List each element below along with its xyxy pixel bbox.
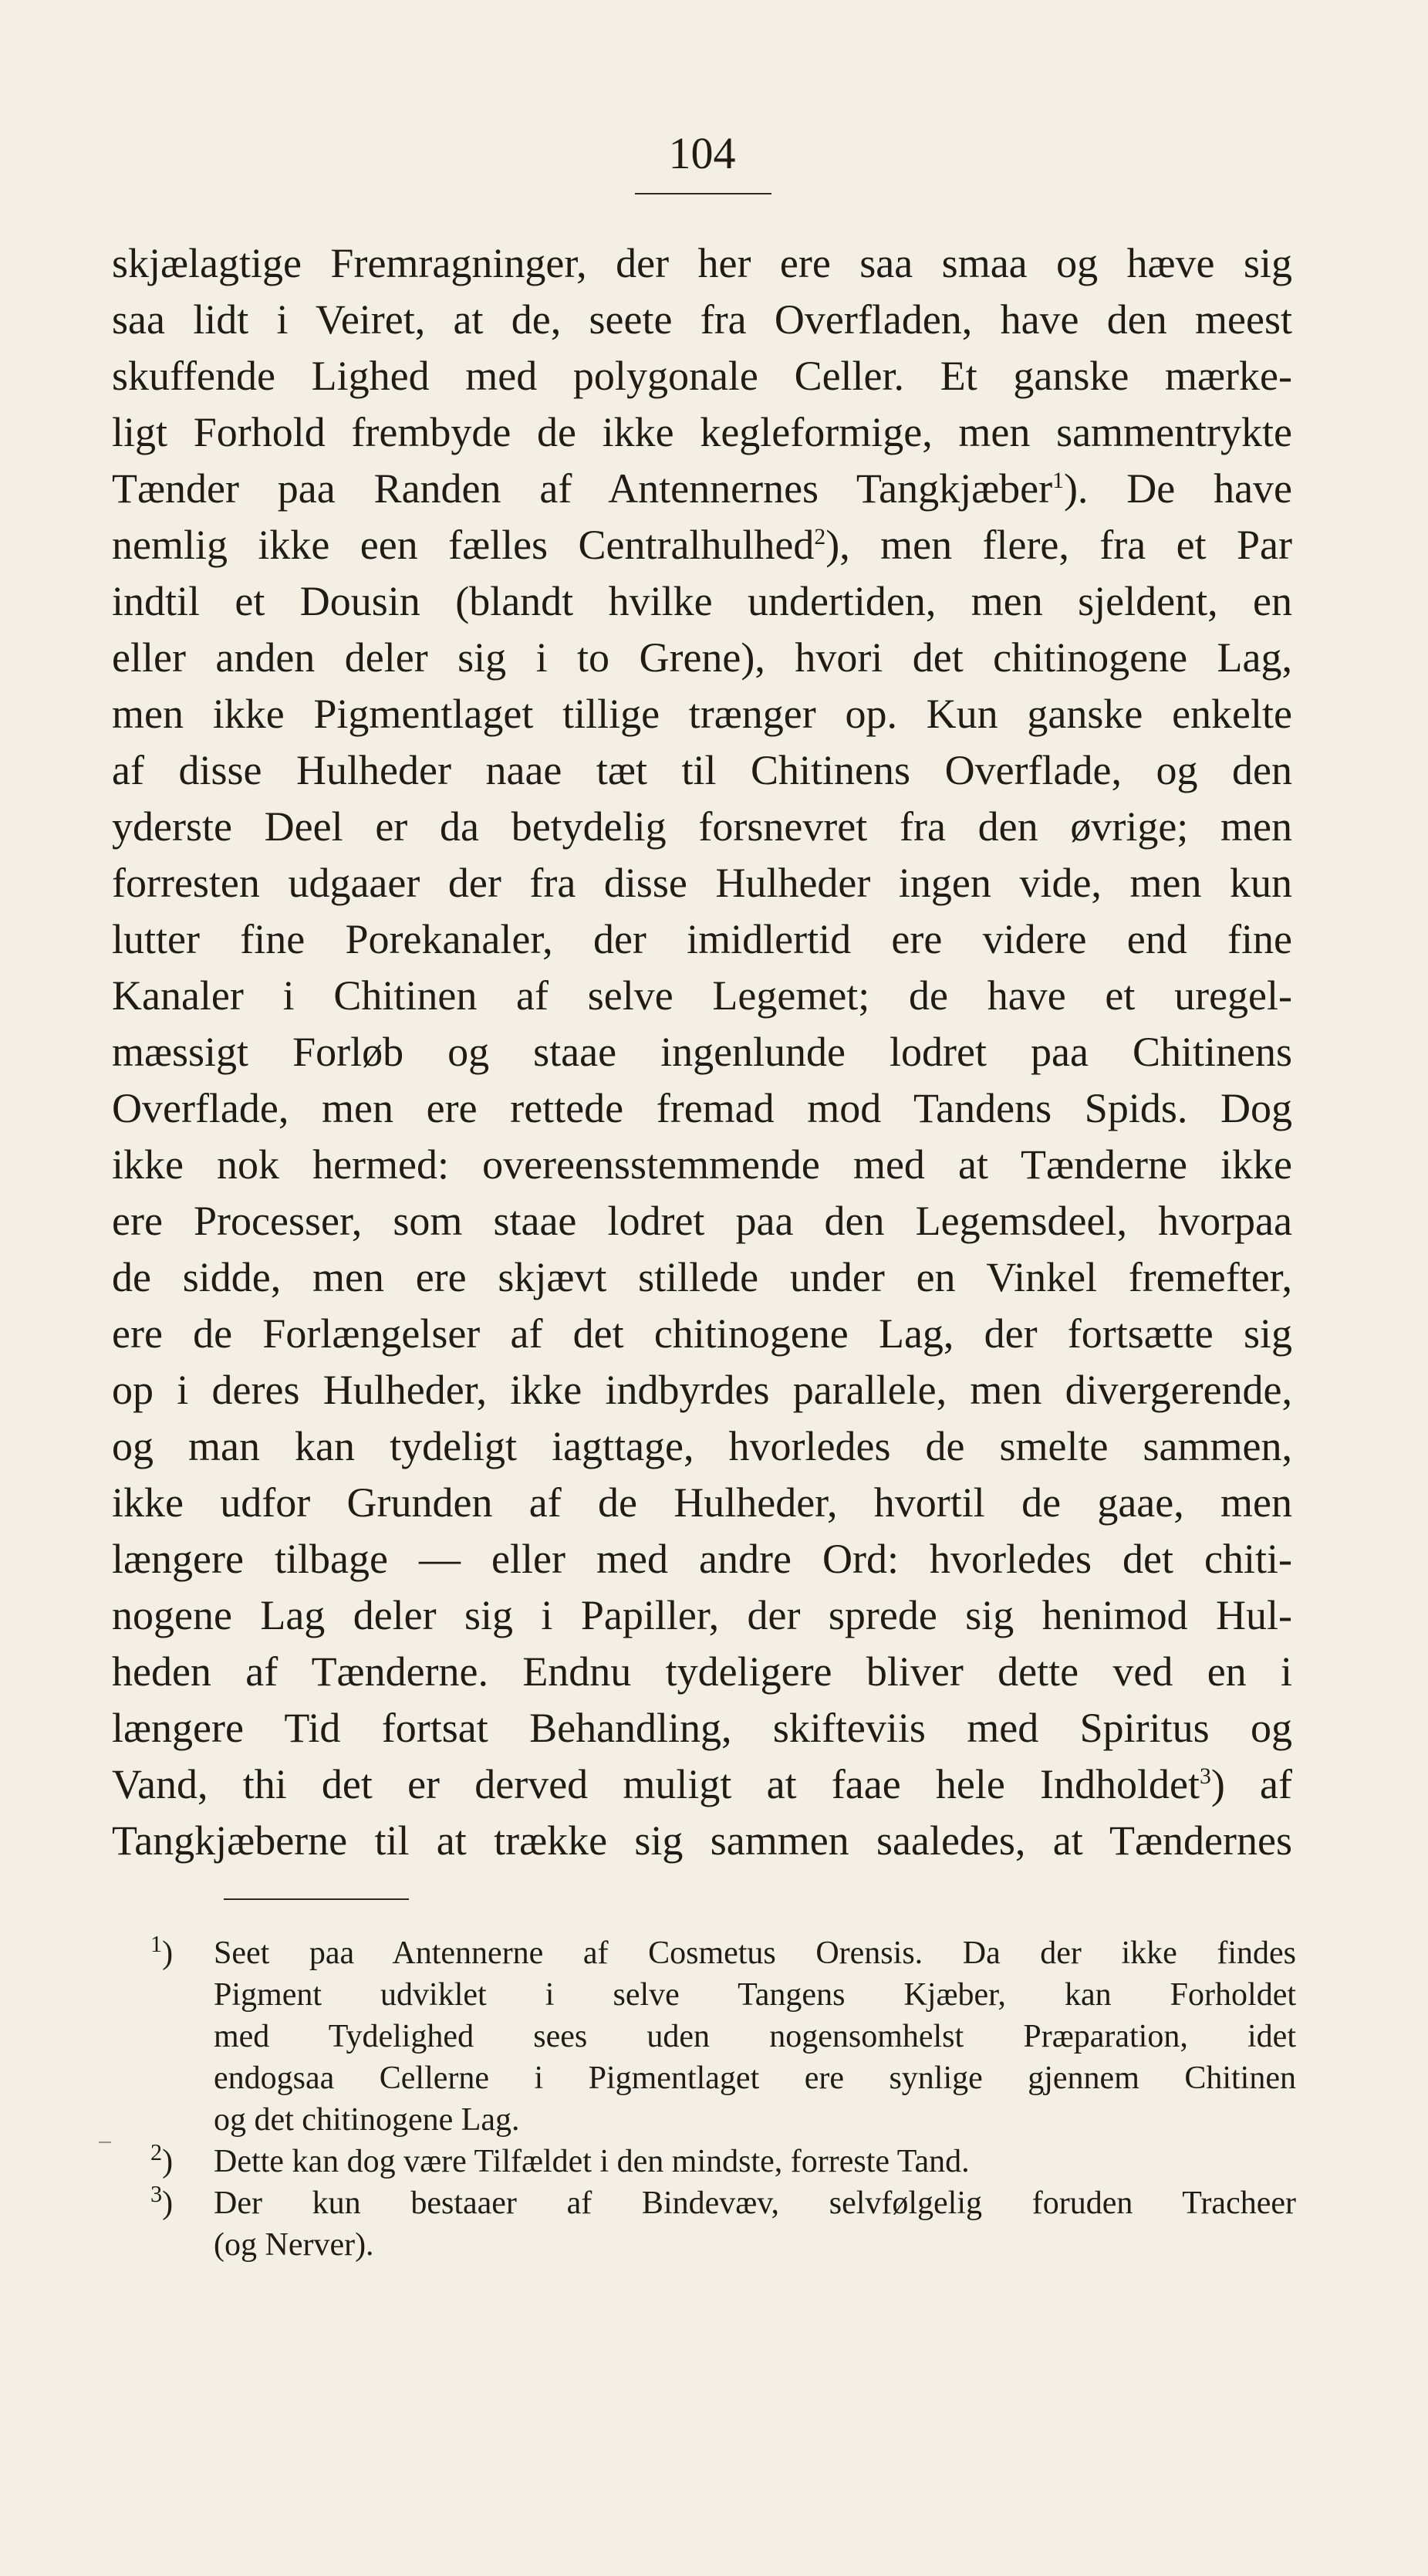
text-line: skjælagtige Fremragninger, der her ere saa smaa og hæve sig bbox=[112, 240, 1292, 286]
text-line-with-footnote-1 bbox=[112, 461, 1292, 517]
page-number-rule bbox=[635, 193, 771, 194]
footnote-2-line-1 bbox=[150, 2141, 1296, 2182]
text-line: Kanaler i Chitinen af selve Legemet; de have et uregel- bbox=[112, 972, 1292, 1019]
text-line-with-footnote-3 bbox=[112, 1756, 1292, 1813]
text-line: men ikke Pigmentlaget tillige trænger op. Kun ganske enkelte bbox=[112, 691, 1292, 737]
text-line: op i deres Hulheder, ikke indbyrdes parallele, men divergerende, bbox=[112, 1367, 1292, 1413]
body-text bbox=[112, 235, 1292, 1869]
footnote-1-line-3: med Tydelighed sees uden nogensomhelst Præparation, idet bbox=[214, 2019, 1296, 2054]
footnote-1-line-4: endogsaa Cellerne i Pigmentlaget ere synlige gjennem Chitinen bbox=[214, 2060, 1296, 2096]
text-line-part: nemlig ikke een fælles Centralhulhed bbox=[112, 522, 815, 568]
text-line: Tangkjæberne til at trække sig sammen saaledes, at Tændernes bbox=[112, 1817, 1292, 1864]
text-line: mæssigt Forløb og staae ingenlunde lodret paa Chitinens bbox=[112, 1029, 1292, 1075]
text-line: eller anden deler sig i to Grene), hvori det chitinogene Lag, bbox=[112, 634, 1292, 681]
text-line: forresten udgaaer der fra disse Hulheder ingen vide, men kun bbox=[112, 860, 1292, 906]
text-line-part: ) af bbox=[1210, 1761, 1292, 1807]
text-line: indtil et Dousin (blandt hvilke undertiden, men sjeldent, en bbox=[112, 578, 1292, 624]
text-line: de sidde, men ere skjævt stillede under en Vinkel fremefter, bbox=[112, 1254, 1292, 1300]
footnote-1-line-2: Pigment udviklet i selve Tangens Kjæber, kan Forholdet bbox=[214, 1977, 1296, 2013]
footnote-3-line-2: (og Nerver). bbox=[214, 2227, 374, 2263]
footnote-1-text-line: Seet paa Antennerne af Cosmetus Orensis. Da der ikke findes bbox=[214, 1935, 1296, 1971]
text-line: længere tilbage — eller med andre Ord: hvorledes det chiti- bbox=[112, 1536, 1292, 1582]
margin-mark bbox=[99, 2142, 111, 2143]
footnote-1-line-1 bbox=[150, 1932, 1296, 1974]
footnote-3-number: 3 bbox=[150, 2181, 163, 2207]
footnote-reference-3[interactable]: 3 bbox=[1200, 1764, 1211, 1789]
text-line: Overflade, men ere rettede fremad mod Tandens Spids. Dog bbox=[112, 1085, 1292, 1131]
footnote-separator bbox=[224, 1898, 409, 1900]
text-line: og man kan tydeligt iagttage, hvorledes de smelte sammen, bbox=[112, 1423, 1292, 1469]
footnote-reference-1[interactable]: 1 bbox=[1052, 468, 1064, 493]
text-line: af disse Hulheder naae tæt til Chitinens Overflade, og den bbox=[112, 747, 1292, 793]
text-line: nogene Lag deler sig i Papiller, der sprede sig henimod Hul- bbox=[112, 1592, 1292, 1638]
text-line: ere de Forlængelser af det chitinogene Lag, der fortsætte sig bbox=[112, 1310, 1292, 1357]
footnote-2-text-line: Dette kan dog være Tilfældet i den mindste, forreste Tand. bbox=[214, 2144, 970, 2179]
text-line: yderste Deel er da betydelig forsnevret fra den øvrige; men bbox=[112, 803, 1292, 850]
text-line-with-footnote-2 bbox=[112, 517, 1292, 573]
text-line-part: Tænder paa Randen af Antennernes Tangkjæber bbox=[112, 465, 1053, 512]
page-number: 104 bbox=[668, 128, 736, 178]
footnotes bbox=[150, 1932, 1296, 2266]
text-line: ikke nok hermed: overeensstemmende med at Tænderne ikke bbox=[112, 1141, 1292, 1188]
text-line: heden af Tænderne. Endnu tydeligere bliver dette ved en i bbox=[112, 1648, 1292, 1695]
footnote-1-number: 1 bbox=[150, 1931, 163, 1957]
footnote-2-marker: $^2$) bbox=[150, 2139, 174, 2179]
footnote-2-number: 2 bbox=[150, 2139, 163, 2165]
text-line: ligt Forhold frembyde de ikke kegleformige, men sammentrykte bbox=[112, 409, 1292, 455]
footnote-3-text-line: Der kun bestaaer af Bindevæv, selvfølgelig foruden Tracheer bbox=[214, 2186, 1296, 2221]
text-line-part: ). De have bbox=[1063, 465, 1292, 512]
footnote-1-line-5: og det chitinogene Lag. bbox=[214, 2102, 520, 2138]
text-line-part: Vand, thi det er derved muligt at faae hele Indholdet bbox=[112, 1761, 1200, 1807]
footnote-reference-2[interactable]: 2 bbox=[814, 525, 826, 549]
text-line: ikke udfor Grunden af de Hulheder, hvortil de gaae, men bbox=[112, 1479, 1292, 1526]
text-line: saa lidt i Veiret, at de, seete fra Overfladen, have den meest bbox=[112, 296, 1292, 343]
text-line: lutter fine Porekanaler, der imidlertid ere videre end fine bbox=[112, 916, 1292, 962]
text-line: ere Processer, som staae lodret paa den Legemsdeel, hvorpaa bbox=[112, 1198, 1292, 1244]
footnote-1-marker: $^1$) bbox=[150, 1931, 174, 1971]
text-line: skuffende Lighed med polygonale Celler. Et ganske mærke- bbox=[112, 353, 1292, 399]
footnote-3-line-1 bbox=[150, 2182, 1296, 2224]
text-line: længere Tid fortsat Behandling, skifteviis med Spiritus og bbox=[112, 1705, 1292, 1751]
footnote-3-marker: $^3$) bbox=[150, 2181, 174, 2221]
text-line-part: ), men flere, fra et Par bbox=[825, 522, 1292, 568]
